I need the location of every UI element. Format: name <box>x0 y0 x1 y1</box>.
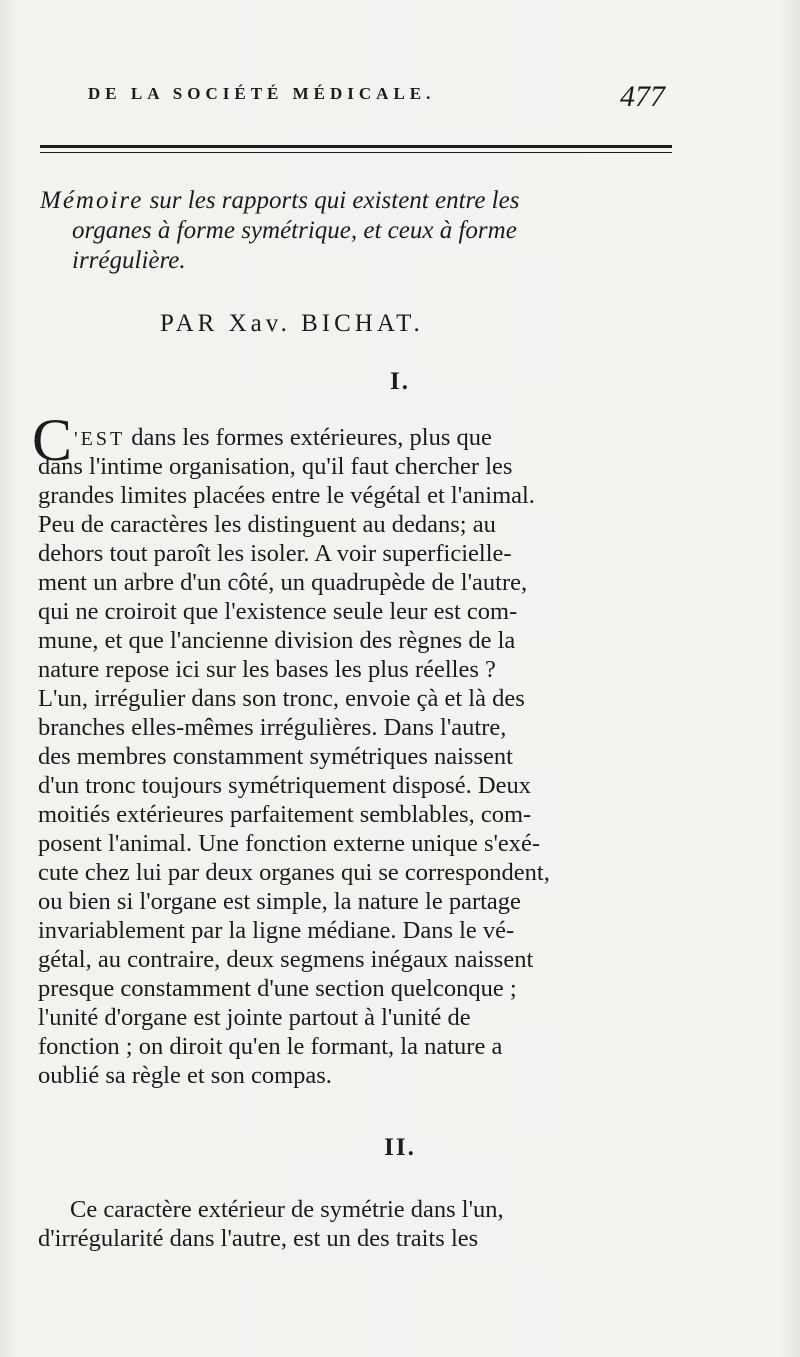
text-line: oublié sa règle et son compas. <box>38 1062 332 1089</box>
text-line: dans l'intime organisation, qu'il faut chercher les <box>38 453 513 480</box>
title-line-1-text: sur les rapports qui existent entre les <box>149 187 520 214</box>
text-line: invariablement par la ligne médiane. Dans le vé- <box>38 917 515 944</box>
section-number-1: I. <box>390 368 410 395</box>
text-line: presque constamment d'une section quelconque ; <box>38 975 517 1002</box>
text-line: moitiés extérieures parfaitement semblables, com- <box>38 801 532 828</box>
text-line: d'irrégularité dans l'autre, est un des traits les <box>38 1225 479 1252</box>
text-line: Ce caractère extérieur de symétrie dans l'un, <box>70 1196 504 1223</box>
article-title <box>40 186 680 276</box>
page-number: 477 <box>620 80 665 113</box>
text-line: fonction ; on diroit qu'en le formant, la nature a <box>38 1033 503 1060</box>
running-head: DE LA SOCIÉTÉ MÉDICALE. <box>88 84 436 103</box>
text-line: mune, et que l'ancienne division des règnes de la <box>38 627 516 654</box>
title-line-3: irrégulière. <box>72 247 186 274</box>
author-line: PAR Xav. BICHAT. <box>160 310 424 337</box>
header-rule-thick <box>40 145 672 148</box>
text-line: branches elles-mêmes irrégulières. Dans l'autre, <box>38 714 507 741</box>
text-line: d'un tronc toujours symétriquement disposé. Deux <box>38 772 531 799</box>
text-line: gétal, au contraire, deux segmens inégaux naissent <box>38 946 534 973</box>
title-line-1 <box>40 186 680 216</box>
section-1-text <box>38 423 688 1090</box>
text-line: l'unité d'organe est jointe partout à l'unité de <box>38 1004 471 1031</box>
text-line: nature repose ici sur les bases les plus réelles ? <box>38 656 496 683</box>
title-lead: Mémoire <box>40 187 144 214</box>
text-line: des membres constamment symétriques naissent <box>38 743 513 770</box>
text-line: L'un, irrégulier dans son tronc, envoie çà et là des <box>38 685 525 712</box>
text-line: 'EST dans les formes extérieures, plus que <box>74 424 492 451</box>
text-line: Peu de caractères les distinguent au dedans; au <box>38 511 496 538</box>
text-line: posent l'animal. Une fonction externe unique s'exé- <box>38 830 541 857</box>
text-line: grandes limites placées entre le végétal et l'animal. <box>38 482 535 509</box>
text-line: qui ne croiroit que l'existence seule leur est com- <box>38 598 518 625</box>
section-2-text <box>38 1195 688 1253</box>
section-number-2: II. <box>384 1134 416 1161</box>
text-line: dehors tout paroît les isoler. A voir superficielle- <box>38 540 512 567</box>
text-line: cute chez lui par deux organes qui se correspondent, <box>38 859 550 886</box>
header-rule-thin <box>40 152 672 153</box>
text-line: ment un arbre d'un côté, un quadrupède de l'autre, <box>38 569 528 596</box>
drop-cap: C <box>32 407 73 473</box>
first-word-rest: 'EST <box>74 428 126 450</box>
text-line: ou bien si l'organe est simple, la nature le partage <box>38 888 521 915</box>
title-line-2: organes à forme symétrique, et ceux à forme <box>72 217 517 244</box>
